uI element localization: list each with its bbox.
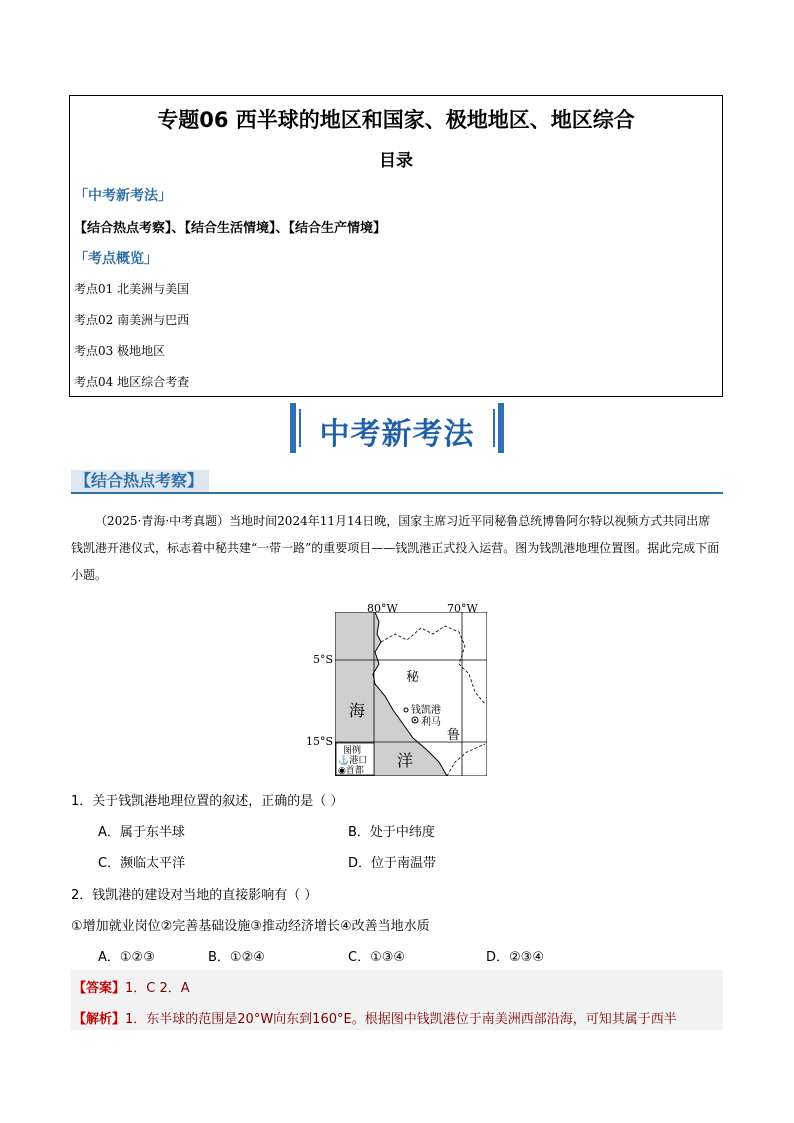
q1-option-a[interactable]: A．属于东半球 xyxy=(98,825,185,840)
toc-item[interactable]: 考点01 北美洲与美国 xyxy=(74,282,190,296)
context-list: 【结合热点考察】、【结合生活情境】、【结合生产情境】 xyxy=(74,221,387,236)
sea-char: 洋 xyxy=(397,751,414,770)
country-char: 秘 xyxy=(406,670,420,685)
toc-item[interactable]: 考点04 地区综合考查 xyxy=(74,375,190,389)
q1-option-b[interactable]: B．处于中纬度 xyxy=(348,825,435,840)
toc-subtitle: 目录 xyxy=(379,151,413,171)
anchor-icon: ⚓ xyxy=(338,756,350,766)
section-banner xyxy=(290,403,504,453)
sea-char: 海 xyxy=(349,701,366,720)
port-label: 钱凯港 xyxy=(411,705,441,716)
legend-capital: ◉首都 xyxy=(338,766,364,776)
question-2-stem: 2．钱凯港的建设对当地的直接影响有（ ） xyxy=(71,888,318,903)
analysis-line xyxy=(73,1008,723,1027)
toc-item[interactable]: 考点02 南美洲与巴西 xyxy=(74,313,190,327)
answer-tag: 【答案】 xyxy=(73,981,126,996)
lat-label: 5°S xyxy=(313,653,334,666)
section-divider xyxy=(71,492,723,494)
question-1-stem: 1．关于钱凯港地理位置的叙述，正确的是（ ） xyxy=(71,794,344,809)
section-label-new-methods: 「中考新考法」 xyxy=(74,188,172,204)
document-title: 专题06 西半球的地区和国家、极地地区、地区综合 xyxy=(157,108,635,132)
banner-title: 中考新考法 xyxy=(319,417,475,452)
question-passage: （2025·青海·中考真题）当地时间2024年11月14日晚，国家主席习近平同秘鲁总统博鲁阿尔特以视频方式共同出席钱凯港开港仪式，标志着中秘共建“一带一路”的重要项目——钱凯港正式投入运营。图为钱凯港地理位置图。据此完成下面小题。 xyxy=(71,514,720,582)
legend-title: 图例 xyxy=(343,746,362,756)
legend-port: ⚓港口 xyxy=(338,756,368,766)
section-label-overview: 「考点概览」 xyxy=(74,251,158,267)
answer-line xyxy=(73,977,190,996)
lon-label: 70°W xyxy=(447,602,478,615)
q2-option-d[interactable]: D．②③④ xyxy=(486,950,544,965)
q1-option-d[interactable]: D．位于南温带 xyxy=(348,856,437,871)
analysis-text: 1．东半球的范围是20°W向东到160°E。根据图中钱凯港位于南美洲西部沿海，可知其属于西半 xyxy=(125,1012,677,1027)
toc-item[interactable]: 考点03 极地地区 xyxy=(74,344,166,358)
toc-box xyxy=(69,95,723,397)
q1-option-c[interactable]: C．濒临太平洋 xyxy=(98,856,186,871)
capital-label: 利马 xyxy=(421,717,441,728)
q2-option-b[interactable]: B．①②④ xyxy=(208,950,265,965)
analysis-tag: 【解析】 xyxy=(73,1012,126,1027)
hot-topic-label: 【结合热点考察】 xyxy=(71,470,209,492)
q2-option-c[interactable]: C．①③④ xyxy=(348,950,406,965)
q2-option-a[interactable]: A．①②③ xyxy=(98,950,155,965)
country-char: 鲁 xyxy=(447,728,461,743)
answer-text: 1．C 2．A xyxy=(125,981,190,996)
lat-label: 15°S xyxy=(306,735,334,748)
lon-label: 80°W xyxy=(367,602,398,615)
capital-icon: ◉ xyxy=(338,766,346,776)
question-2-statements: ①增加就业岗位②完善基础设施③推动经济增长④改善当地水质 xyxy=(71,919,430,934)
location-map xyxy=(306,602,487,776)
